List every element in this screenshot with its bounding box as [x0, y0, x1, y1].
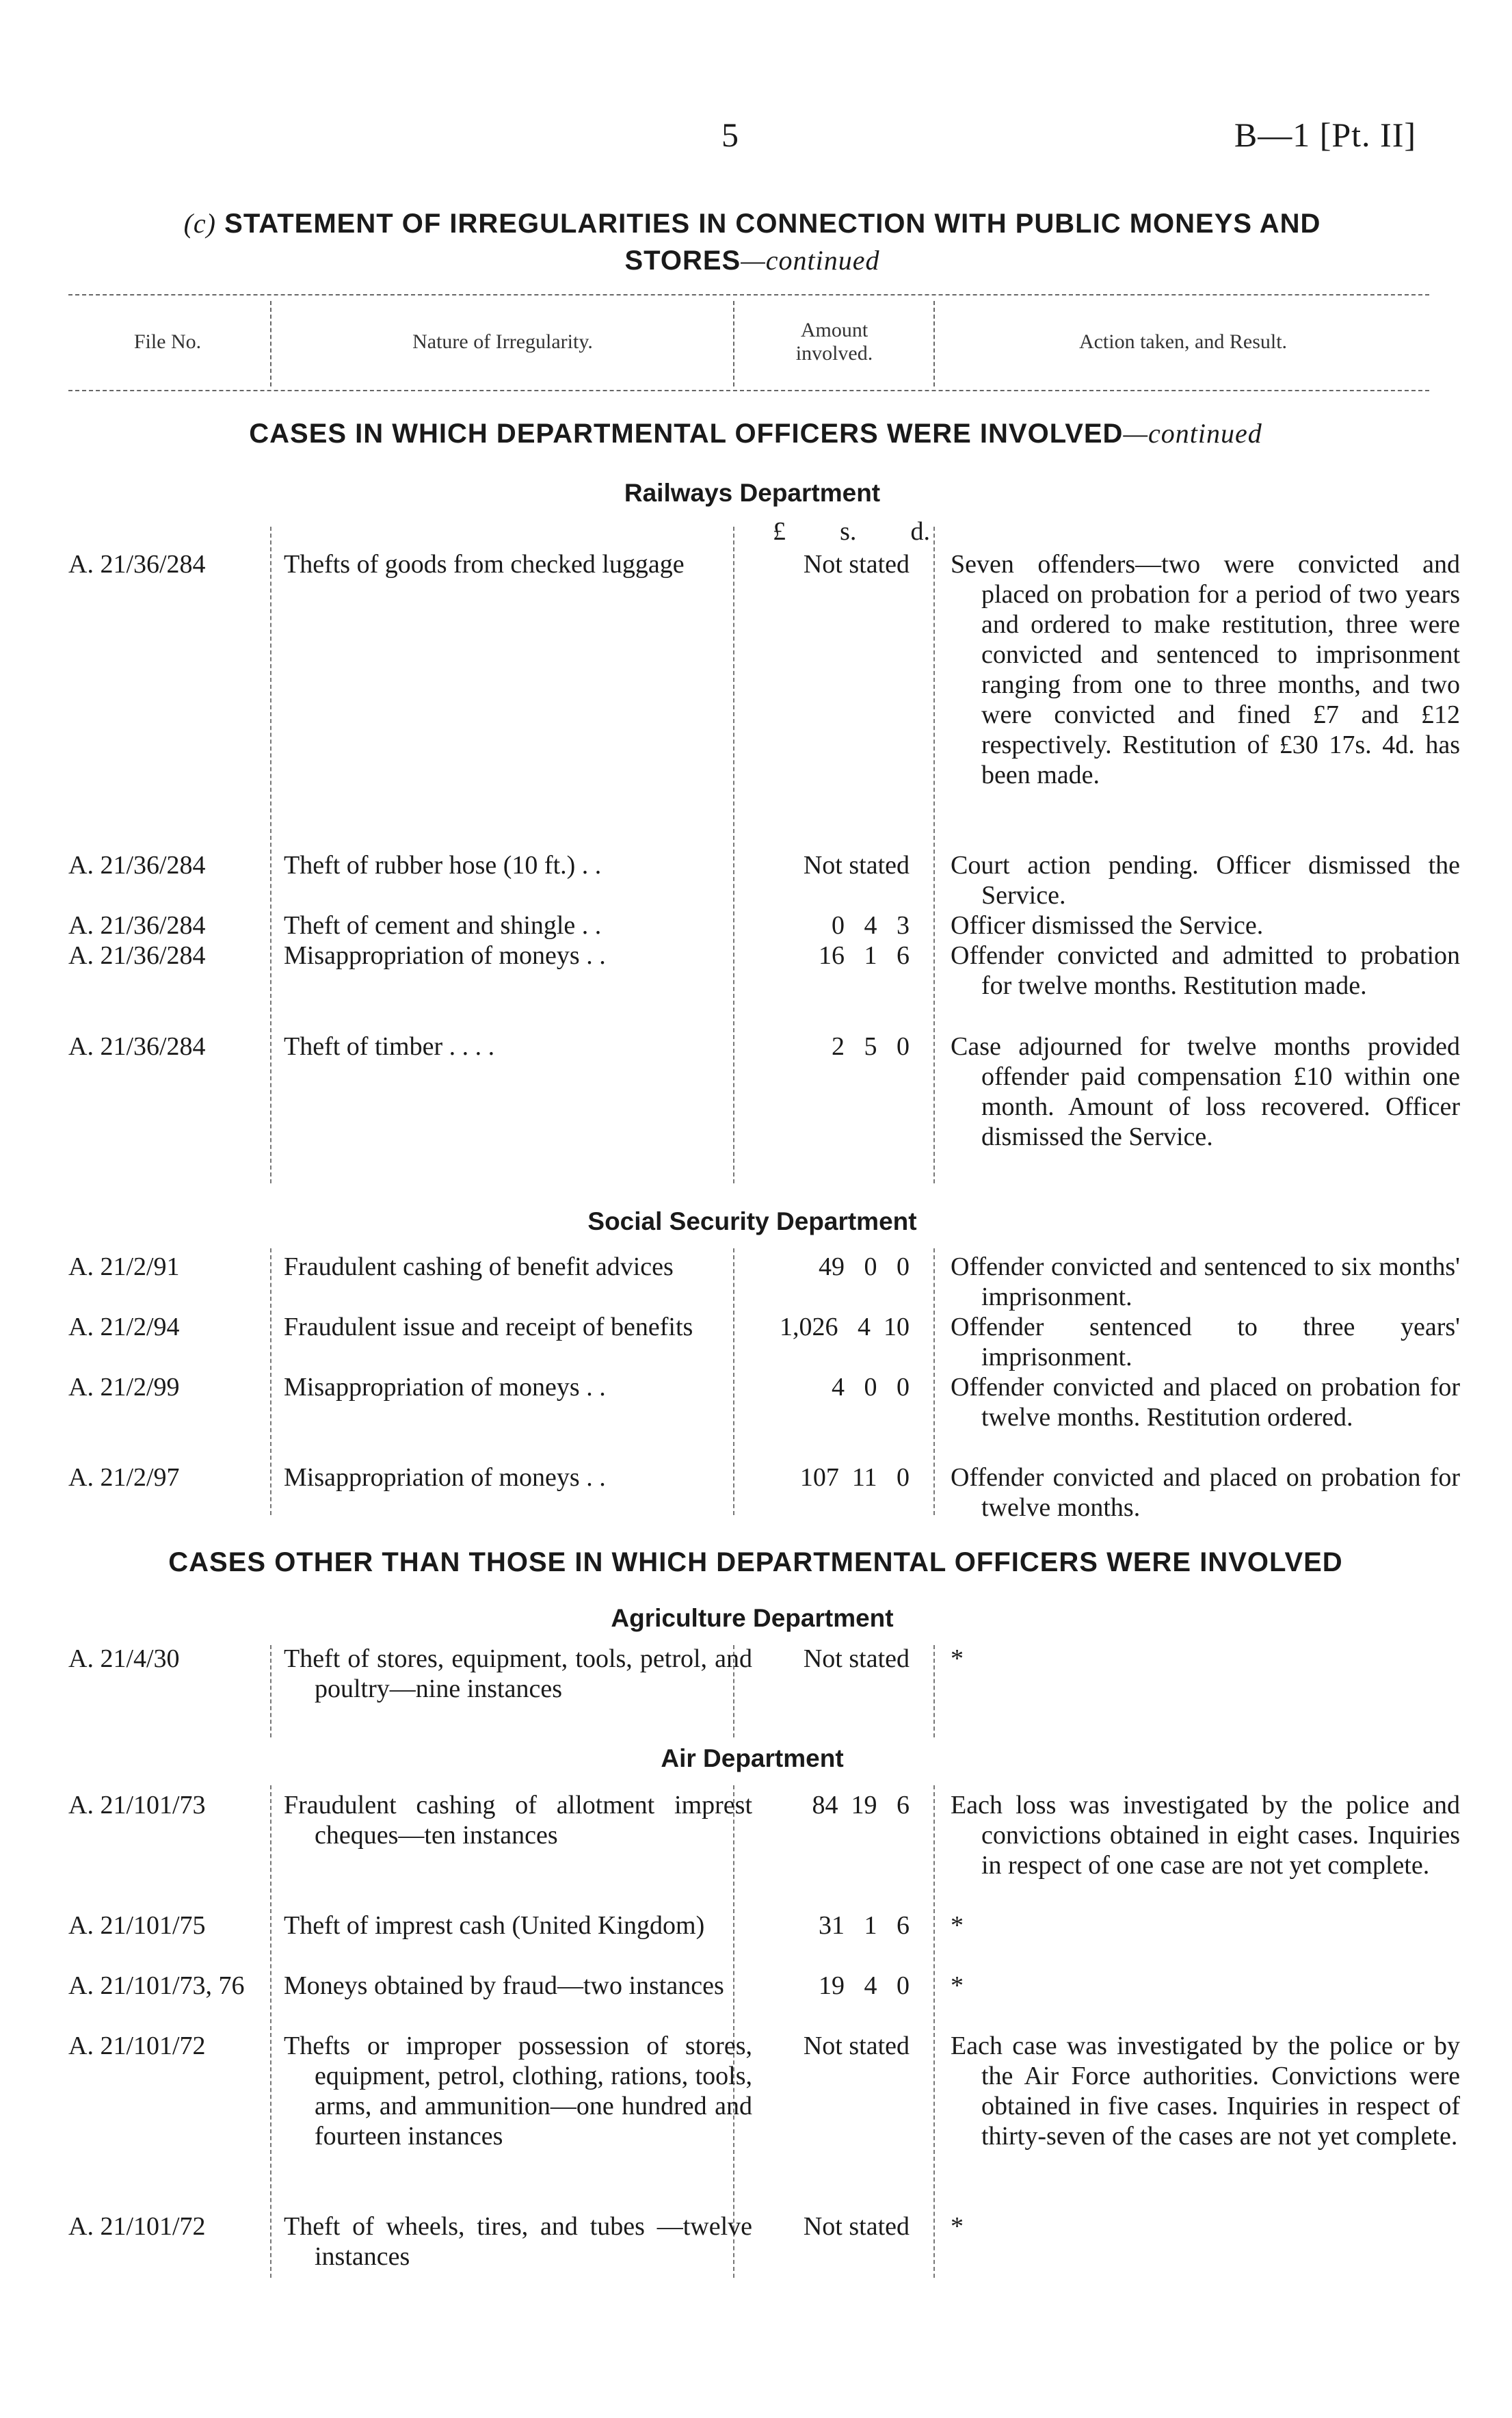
header-separator	[270, 301, 271, 386]
action-result: Offender convicted and placed on probation for twelve months. Restitution ordered.	[951, 1373, 1460, 1432]
action-result: Court action pending. Officer dismissed the Service.	[951, 851, 1460, 910]
column-header-action: Action taken, and Result.	[1078, 330, 1288, 353]
file-number: A. 21/36/284	[68, 851, 206, 880]
irregularity-nature: Fraudulent cashing of benefit advices	[284, 1252, 674, 1281]
department-heading-railways: Railways Department	[624, 479, 881, 507]
file-number: A. 21/101/73, 76	[68, 1971, 245, 2000]
irregularity-nature: Theft of imprest cash (United Kingdom)	[284, 1911, 705, 1940]
amount-involved: 2 5 0	[832, 1032, 910, 1061]
amount-header-line-2: involved.	[795, 342, 873, 365]
file-number: A. 21/36/284	[68, 941, 206, 970]
irregularity-nature: Misappropriation of moneys . .	[284, 1373, 606, 1402]
column-divider	[270, 1645, 271, 1737]
header-rule-top	[68, 294, 1429, 295]
file-number: A. 21/36/284	[68, 550, 206, 579]
department-heading-agriculture: Agriculture Department	[611, 1604, 894, 1632]
amount-involved: 19 4 0	[819, 1971, 910, 2000]
action-result: Seven offenders—two were convicted and placed on probation for a period of two years and ordered to make restitution, three were convicted and sentenced to imprisonment ranging from one to three months, and two were convicted and fined £7 and £12 respectively. Restitution of £30 17s. 4d. has been made.	[951, 550, 1460, 789]
amount-involved: Not stated	[803, 1644, 910, 1673]
irregularity-nature: Theft of timber . . . .	[284, 1032, 495, 1061]
irregularity-nature: Misappropriation of moneys . .	[284, 1463, 606, 1492]
file-number: A. 21/101/73	[68, 1791, 206, 1819]
action-result: *	[951, 1911, 964, 1940]
document-title	[103, 205, 1402, 279]
amount-involved: 107 11 0	[799, 1463, 910, 1492]
file-number: A. 21/101/75	[68, 1911, 206, 1940]
file-number: A. 21/101/72	[68, 2212, 206, 2241]
page-header	[0, 115, 1512, 170]
title-prefix: (c)	[183, 208, 217, 239]
currency-units	[773, 516, 930, 547]
file-number: A. 21/2/97	[68, 1463, 180, 1492]
column-divider	[933, 1248, 935, 1515]
action-result: *	[951, 1644, 964, 1673]
action-result: Officer dismissed the Service.	[951, 911, 1264, 940]
irregularity-nature: Moneys obtained by fraud—two instances	[284, 1971, 724, 2000]
irregularity-nature: Thefts of goods from checked luggage	[284, 550, 685, 579]
irregularity-nature: Thefts or improper possession of stores, equipment, petrol, clothing, rations, tools, arms, and ammunition—one hundred and fourteen instances	[284, 2032, 752, 2151]
action-result: *	[951, 2212, 964, 2241]
amount-involved: 16 1 6	[819, 941, 910, 970]
header-rule-bottom	[68, 390, 1429, 391]
action-result: Offender convicted and placed on probation for twelve months.	[951, 1463, 1460, 1522]
series-reference: B—1 [Pt. II]	[1234, 116, 1416, 154]
column-divider	[270, 527, 271, 1183]
action-result: Each case was investigated by the police or by the Air Force authorities. Convictions were obtained in five cases. Inquiries in respect of thirty-seven of the cases are not yet complete.	[951, 2032, 1460, 2151]
section-heading-officers	[55, 417, 1457, 449]
action-result: Each loss was investigated by the police and convictions obtained in eight cases. Inquiries in respect of one case are not yet complete.	[951, 1791, 1460, 1880]
amount-involved: Not stated	[803, 2212, 910, 2241]
irregularity-nature: Theft of wheels, tires, and tubes —twelve instances	[284, 2212, 752, 2271]
title-main-2: STORES	[624, 246, 741, 276]
title-continued: —continued	[741, 245, 880, 276]
column-divider	[933, 1645, 935, 1737]
file-number: A. 21/101/72	[68, 2032, 206, 2060]
amount-involved: 1,026 4 10	[780, 1313, 910, 1341]
irregularity-nature: Theft of cement and shingle . .	[284, 911, 602, 940]
column-header-nature: Nature of Irregularity.	[412, 330, 593, 353]
irregularity-nature: Fraudulent issue and receipt of benefits	[284, 1313, 693, 1341]
title-main: STATEMENT OF IRREGULARITIES IN CONNECTION WITH PUBLIC MONEYS AND	[224, 209, 1321, 239]
action-result: *	[951, 1971, 964, 2000]
file-number: A. 21/36/284	[68, 911, 206, 940]
column-header-file-no: File No.	[133, 330, 202, 353]
shillings-label: s.	[840, 517, 857, 546]
irregularity-nature: Misappropriation of moneys . .	[284, 941, 606, 970]
amount-involved: 31 1 6	[819, 1911, 910, 1940]
header-separator	[733, 301, 734, 386]
department-heading-air: Air Department	[661, 1744, 844, 1772]
action-result: Offender convicted and admitted to probation for twelve months. Restitution made.	[951, 941, 1460, 1000]
section-continued: —continued	[1123, 418, 1262, 449]
column-header-amount	[735, 308, 933, 376]
amount-involved: 84 19 6	[812, 1791, 910, 1819]
file-number: A. 21/2/94	[68, 1313, 180, 1341]
amount-header-line-1: Amount	[800, 319, 868, 341]
amount-involved: 0 4 3	[832, 911, 910, 940]
action-result: Offender convicted and sentenced to six months' imprisonment.	[951, 1252, 1460, 1311]
action-result: Case adjourned for twelve months provided offender paid compensation £10 within one month. Amount of loss recovered. Officer dismissed the Service.	[951, 1032, 1460, 1151]
file-number: A. 21/4/30	[68, 1644, 180, 1673]
amount-involved: Not stated	[803, 851, 910, 880]
amount-involved: 4 0 0	[832, 1373, 910, 1402]
irregularity-nature: Theft of rubber hose (10 ft.) . .	[284, 851, 602, 880]
file-number: A. 21/2/99	[68, 1373, 180, 1402]
irregularity-nature: Theft of stores, equipment, tools, petrol, and poultry—nine instances	[284, 1644, 752, 1703]
file-number: A. 21/36/284	[68, 1032, 206, 1061]
amount-involved: Not stated	[803, 2032, 910, 2060]
department-heading-social-security: Social Security Department	[587, 1207, 917, 1235]
section-heading-others: CASES OTHER THAN THOSE IN WHICH DEPARTMENTAL OFFICERS WERE INVOLVED	[168, 1547, 1343, 1577]
column-divider	[270, 1785, 271, 2278]
page-number: 5	[721, 116, 739, 154]
amount-involved: Not stated	[803, 550, 910, 579]
column-divider	[270, 1248, 271, 1515]
irregularity-nature: Fraudulent cashing of allotment imprest cheques—ten instances	[284, 1791, 752, 1850]
action-result: Offender sentenced to three years' imprisonment.	[951, 1313, 1460, 1371]
pounds-label: £	[773, 517, 786, 546]
column-divider	[933, 527, 935, 1183]
header-separator	[933, 301, 935, 386]
pence-label: d.	[910, 517, 930, 546]
file-number: A. 21/2/91	[68, 1252, 180, 1281]
amount-involved: 49 0 0	[819, 1252, 910, 1281]
section-title: CASES IN WHICH DEPARTMENTAL OFFICERS WERE INVOLVED	[249, 419, 1124, 449]
column-divider	[933, 1785, 935, 2278]
